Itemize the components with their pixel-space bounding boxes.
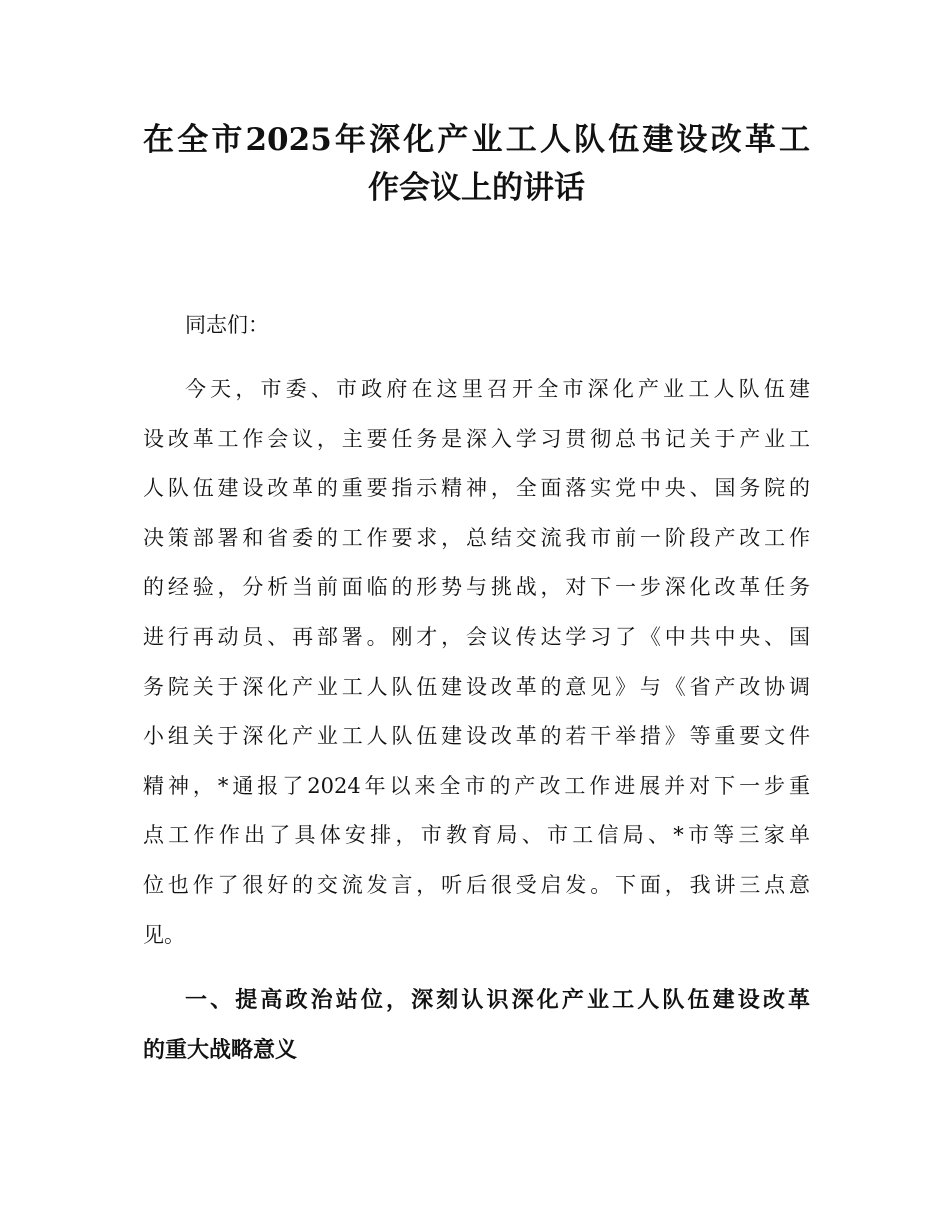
paragraph-line: 的经验，分析当前面临的形势与挑战，对下一步深化改革任务 [143,575,810,600]
paragraph-line: 进行再动员、再部署。刚才，会议传达学习了《中共中央、国 [143,625,810,649]
paragraph-line: 人队伍建设改革的重要指示精神，全面落实党中央、国务院的 [143,476,810,501]
paragraph-line: 见。 [143,922,185,947]
title-line-1: 在全市2025年深化产业工人队伍建设改革工 [143,122,810,158]
paragraph-line: 今天，市委、市政府在这里召开全市深化产业工人队伍建 [185,377,810,401]
paragraph-line: 精神，*通报了2024年以来全市的产改工作进展并对下一步重 [143,773,810,798]
paragraph-line: 小组关于深化产业工人队伍建设改革的若干举措》等重要文件 [143,724,810,749]
paragraph-line: 设改革工作会议，主要任务是深入学习贯彻总书记关于产业工 [143,426,810,451]
paragraph-line: 务院关于深化产业工人队伍建设改革的意见》与《省产改协调 [143,674,810,699]
salutation: 同志们： [185,313,269,337]
heading-line: 一、提高政治站位，深刻认识深化产业工人队伍建设改革 [185,987,810,1013]
title-line-2: 作会议上的讲话 [368,170,585,206]
paragraph-line: 点工作作出了具体安排，市教育局、市工信局、*市等三家单 [143,823,810,848]
paragraph-line: 决策部署和省委的工作要求，总结交流我市前一阶段产改工作 [143,525,810,550]
heading-line: 的重大战略意义 [143,1037,298,1063]
paragraph-line: 位也作了很好的交流发言，听后很受启发。下面，我讲三点意 [143,873,810,897]
